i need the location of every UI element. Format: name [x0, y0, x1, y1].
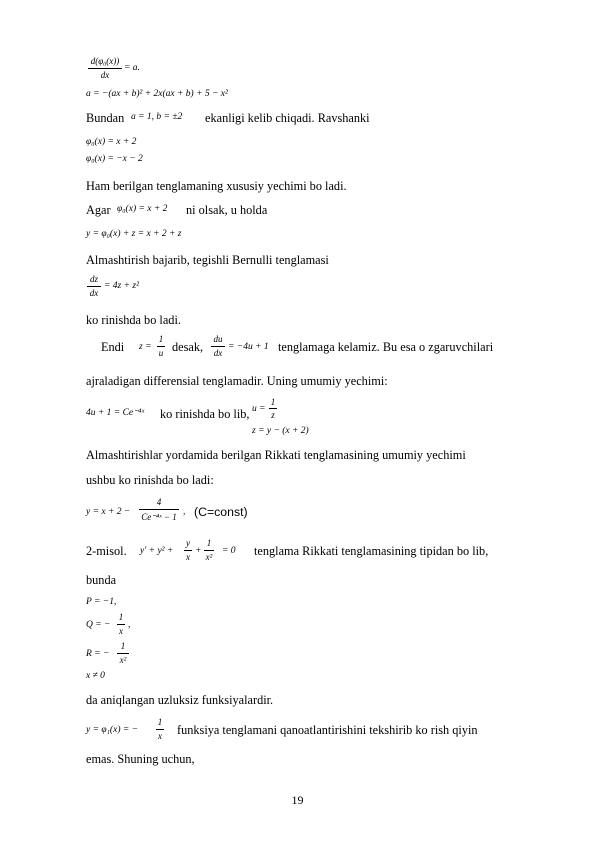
- inline-math: φ₀(x) = x + 2: [117, 204, 168, 214]
- text: 2-misol.: [86, 544, 127, 558]
- paragraph-emas: emas. Shuning uchun,: [86, 752, 195, 766]
- fraction-denominator: z: [271, 410, 275, 420]
- equation-a: a = −(ax + b)² + 2x(ax + b) + 5 − x²: [86, 89, 228, 99]
- text: Endi: [101, 340, 125, 354]
- equation-comma: ,: [183, 507, 186, 517]
- text: ko rinishda bo lib,: [160, 407, 250, 421]
- paragraph-almashtirishlar: Almashtirishlar yordamida berilgan Rikkati tenglamasining umumiy yechimi: [86, 448, 466, 462]
- fraction-denominator: x: [186, 552, 190, 562]
- fraction-bar: [156, 729, 164, 730]
- text: tenglamaga kelamiz. Bu esa o zgaruvchilari: [278, 340, 494, 354]
- paragraph-aniqlangan: da aniqlangan uzluksiz funksiyalardir.: [86, 693, 274, 707]
- text: Agar: [86, 203, 111, 217]
- inline-math: z =: [139, 342, 152, 352]
- text: Bundan: [86, 111, 125, 125]
- fraction-denominator: dx: [89, 288, 99, 298]
- inline-math: +: [195, 546, 202, 556]
- fraction-denominator: x²: [119, 655, 127, 665]
- equation-lhs: R = −: [86, 649, 110, 659]
- inline-math: u =: [252, 404, 266, 414]
- paragraph-xususiy: Ham berilgan tenglamaning xususiy yechimi bo ladi.: [86, 179, 347, 193]
- fraction-bar: [87, 286, 101, 287]
- fraction-bar: [117, 653, 129, 654]
- text: tenglama Rikkati tenglamasining tipidan bo lib,: [254, 544, 489, 558]
- inline-math: a = 1, b = ±2: [131, 112, 183, 122]
- fraction-numerator: du: [213, 334, 223, 344]
- fraction-bar: [117, 624, 125, 625]
- equation-phi-minus: φ₀(x) = −x − 2: [86, 154, 143, 164]
- paragraph-ajraladigan: ajraladigan differensial tenglamadir. Uning umumiy yechimi:: [86, 374, 388, 388]
- fraction-numerator: 1: [158, 334, 164, 344]
- fraction-numerator: d(φ₀(x)): [90, 56, 120, 66]
- inline-math: z = y − (x + 2): [252, 426, 309, 436]
- text: ni olsak, u holda: [186, 203, 268, 217]
- fraction-bar: [184, 550, 192, 551]
- inline-math: = −4u + 1: [228, 342, 269, 352]
- fraction-numerator: y: [186, 538, 190, 548]
- equation-rhs: = a.: [124, 63, 140, 73]
- equation-x-nonzero: x ≠ 0: [86, 671, 105, 681]
- inline-math: y′ + y² +: [140, 546, 174, 556]
- fraction-numerator: 1: [270, 397, 276, 407]
- fraction-denominator: x: [119, 626, 123, 636]
- fraction-denominator: dx: [100, 70, 110, 80]
- inline-math: 4u + 1 = Ce⁻⁴ˣ: [86, 408, 145, 418]
- fraction-numerator: 1: [120, 641, 126, 651]
- inline-math: y = φ₁(x) = −: [86, 725, 139, 735]
- text: ekanligi kelib chiqadi. Ravshanki: [205, 111, 370, 125]
- fraction-denominator: x²: [205, 552, 213, 562]
- inline-math: = 0: [222, 546, 236, 556]
- text: desak,: [172, 340, 204, 354]
- fraction-bar: [269, 408, 277, 409]
- equation-p: P = −1,: [86, 597, 117, 607]
- equation-comma: ,: [128, 620, 131, 630]
- fraction-bar: [211, 346, 225, 347]
- page-number: 19: [291, 793, 304, 807]
- fraction-bar: [157, 346, 165, 347]
- equation-rhs: = 4z + z²: [104, 281, 139, 291]
- fraction-denominator: dx: [213, 348, 223, 358]
- paragraph-bunda: bunda: [86, 573, 117, 587]
- equation-substitution: y = φ₀(x) + z = x + 2 + z: [86, 229, 182, 239]
- fraction-bar: [88, 68, 122, 69]
- paragraph-almashtirish: Almashtirish bajarib, tegishli Bernulli tenglamasi: [86, 253, 329, 267]
- fraction-numerator: 1: [157, 717, 163, 727]
- fraction-numerator: dz: [89, 274, 98, 284]
- fraction-denominator: x: [158, 731, 162, 741]
- equation-lhs: Q = −: [86, 620, 111, 630]
- fraction-denominator: u: [158, 348, 164, 358]
- paragraph-korinishda: ko rinishda bo ladi.: [86, 313, 181, 327]
- fraction-denominator: Ce⁻⁴ˣ − 1: [141, 512, 177, 522]
- fraction-numerator: 1: [118, 612, 124, 622]
- paragraph-ushbu: ushbu ko rinishda bo ladi:: [86, 473, 214, 487]
- fraction-bar: [139, 509, 179, 510]
- constant-note: (C=const): [194, 505, 248, 519]
- equation-lhs: y = x + 2 −: [86, 507, 131, 517]
- fraction-numerator: 4: [156, 497, 162, 507]
- fraction-bar: [204, 550, 214, 551]
- fraction-numerator: 1: [206, 538, 212, 548]
- equation-phi-plus: φ₀(x) = x + 2: [86, 137, 137, 147]
- text: funksiya tenglamani qanoatlantirishini tekshirib ko rish qiyin: [177, 723, 478, 737]
